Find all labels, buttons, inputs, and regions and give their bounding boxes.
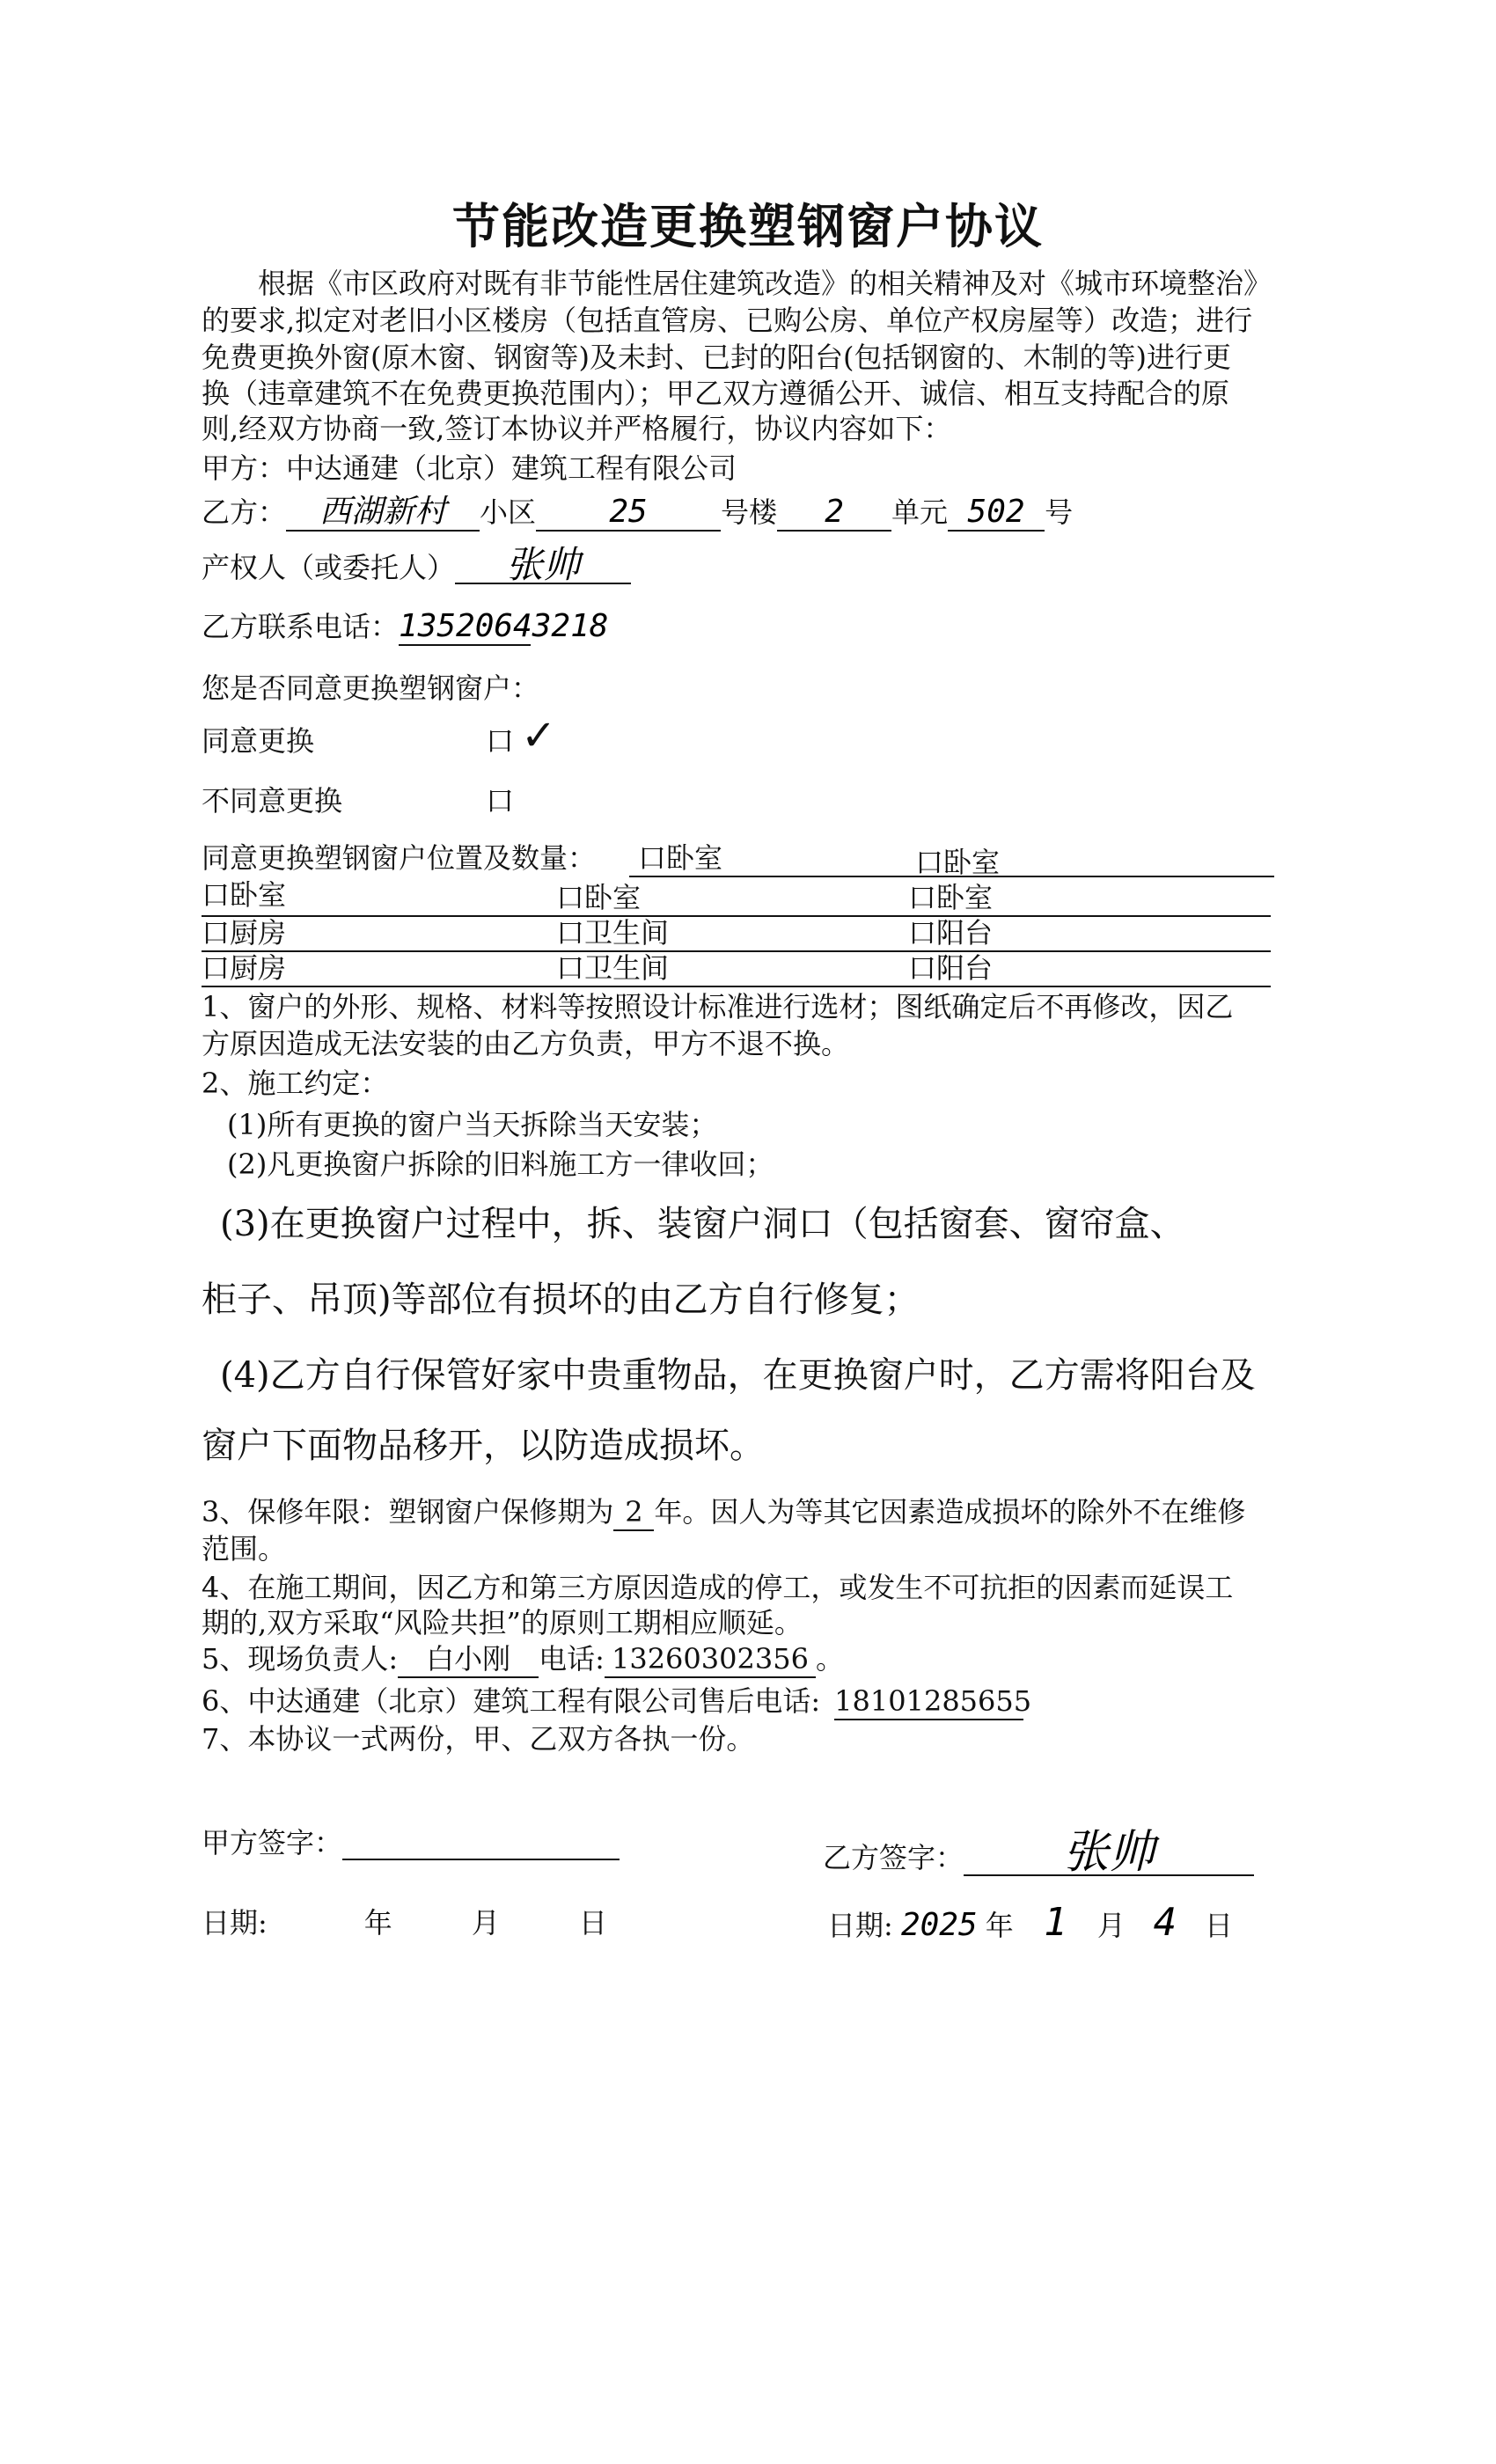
agree-label: 同意更换 — [202, 724, 315, 758]
location-option[interactable]: 口卧室 — [915, 846, 1001, 879]
divider — [629, 876, 1274, 877]
day-label: 日 — [1204, 1909, 1233, 1942]
location-option[interactable]: 口卫生间 — [556, 951, 670, 985]
building-field[interactable]: 25 — [536, 495, 721, 532]
party-b-signature-field[interactable]: 张帅 — [964, 1830, 1254, 1876]
community-field[interactable]: 西湖新村 — [286, 495, 480, 532]
clause-3 — [202, 1494, 1245, 1531]
site-manager-field[interactable]: 白小刚 — [398, 1641, 539, 1678]
after-sales-phone-field[interactable]: 18101285655 — [834, 1683, 1023, 1720]
clause-1: 1、窗户的外形、规格、材料等按照设计标准进行选材；图纸确定后不再修改，因乙 — [202, 990, 1234, 1023]
clause-2-3: (3)在更换窗户过程中，拆、装窗户洞口（包括窗套、窗帘盒、 — [220, 1204, 1185, 1244]
unit-suffix: 单元 — [891, 495, 949, 529]
intro-line: 根据《市区政府对既有非节能性居住建筑改造》的相关精神及对《城市环境整治》 — [202, 267, 1272, 300]
clause-4: 期的,双方采取“风险共担”的原则工期相应顺延。 — [202, 1606, 803, 1639]
party-b-label: 乙方： — [202, 495, 287, 529]
community-suffix: 小区 — [480, 495, 537, 529]
party-a-signature-field[interactable] — [342, 1829, 620, 1860]
after-sales-label: 6、中达通建（北京）建筑工程有限公司售后电话: — [202, 1684, 821, 1718]
intro-line: 的要求,拟定对老旧小区楼房（包括直管房、已购公房、单位产权房屋等）改造；进行 — [202, 304, 1253, 337]
clause-6 — [202, 1683, 1032, 1720]
month-label: 月 — [1096, 1909, 1126, 1942]
clause-2-2: (2)凡更换窗户拆除的旧料施工方一律收回； — [227, 1148, 774, 1181]
clause-7: 7、本协议一式两份，甲、乙双方各执一份。 — [202, 1722, 755, 1756]
owner-signature[interactable]: 张帅 — [455, 547, 631, 584]
site-manager-label: 5、现场负责人: — [202, 1642, 399, 1676]
disagree-label: 不同意更换 — [202, 784, 343, 818]
party-b-signature-label: 乙方签字： — [823, 1841, 964, 1874]
party-a-date — [202, 1905, 607, 1940]
room-suffix: 号 — [1045, 495, 1074, 529]
divider — [202, 950, 1271, 952]
clause-2-4: 窗户下面物品移开，以防造成损坏。 — [202, 1426, 765, 1466]
date-label: 日期: — [827, 1909, 893, 1942]
location-option[interactable]: 口卧室 — [638, 841, 723, 875]
party-b-signature — [823, 1826, 1254, 1879]
consent-question: 您是否同意更换塑钢窗户： — [202, 671, 540, 705]
intro-line: 免费更换外窗(原木窗、钢窗等)及未封、已封的阳台(包括钢窗的、木制的等)进行更 — [202, 341, 1231, 374]
date-day-field[interactable]: 4 — [1153, 1900, 1177, 1945]
unit-field[interactable]: 2 — [777, 495, 891, 532]
date-month-field[interactable]: 1 — [1044, 1900, 1067, 1945]
year-label: 年 — [985, 1909, 1014, 1942]
month-label: 月 — [471, 1906, 500, 1940]
divider — [202, 986, 1271, 987]
site-phone-field[interactable]: 13260302356 — [605, 1641, 816, 1678]
date-year-field[interactable]: 2025 — [900, 1907, 978, 1943]
room-field[interactable]: 502 — [948, 495, 1045, 532]
party-b-date — [827, 1900, 1233, 1945]
day-label: 日 — [578, 1906, 607, 1940]
owner-row — [202, 543, 631, 586]
party-a-signature-label: 甲方签字： — [202, 1826, 343, 1859]
building-suffix: 号楼 — [721, 495, 778, 529]
period: 。 — [815, 1642, 844, 1676]
page-title: 节能改造更换塑钢窗户协议 — [452, 199, 1044, 254]
agree-checkbox[interactable]: 口 — [486, 724, 515, 758]
intro-line: 则,经双方协商一致,签订本协议并严格履行，协议内容如下： — [202, 412, 952, 445]
phone-field[interactable]: 13520643218 — [399, 608, 609, 644]
clause-4: 4、在施工期间，因乙方和第三方原因造成的停工，或发生不可抗拒的因素而延误工 — [202, 1571, 1234, 1604]
intro-line: 换（违章建筑不在免费更换范围内）；甲乙双方遵循公开、诚信、相互支持配合的原 — [202, 377, 1230, 410]
clause-2: 2、施工约定： — [202, 1067, 389, 1100]
year-label: 年 — [363, 1906, 392, 1940]
phone-label: 乙方联系电话： — [202, 610, 400, 643]
location-option[interactable]: 口厨房 — [202, 916, 287, 950]
clause-2-3: 柜子、吊顶)等部位有损坏的由乙方自行修复； — [202, 1280, 920, 1320]
party-b-address — [202, 495, 1073, 532]
checkmark-icon: ✓ — [521, 711, 557, 760]
party-a — [202, 451, 737, 486]
disagree-checkbox[interactable]: 口 — [486, 784, 515, 818]
location-option[interactable]: 口卧室 — [202, 878, 287, 912]
phone-row — [202, 608, 609, 646]
clause-2-1: (1)所有更换的窗户当天拆除当天安装； — [227, 1108, 718, 1141]
party-a-label: 甲方： — [202, 451, 287, 485]
owner-label: 产权人（或委托人） — [202, 551, 456, 584]
location-option[interactable]: 口卧室 — [908, 881, 994, 914]
date-label: 日期: — [202, 1906, 268, 1940]
location-option[interactable]: 口厨房 — [202, 951, 287, 985]
location-option[interactable]: 口卫生间 — [556, 916, 670, 950]
clause-1: 方原因造成无法安装的由乙方负责，甲方不退不换。 — [202, 1027, 850, 1060]
location-option[interactable]: 口卧室 — [556, 881, 642, 914]
divider — [202, 915, 1271, 917]
location-label: 同意更换塑钢窗户位置及数量： — [202, 841, 597, 875]
site-phone-label: 电话: — [539, 1642, 605, 1676]
warranty-years-field[interactable]: 2 — [613, 1494, 654, 1531]
clause-2-4: (4)乙方自行保管好家中贵重物品，在更换窗户时，乙方需将阳台及 — [220, 1355, 1256, 1396]
location-option[interactable]: 口阳台 — [908, 951, 994, 985]
party-a-name: 中达通建（北京）建筑工程有限公司 — [286, 451, 737, 485]
clause-5 — [202, 1641, 844, 1678]
clause-3: 范围。 — [202, 1532, 287, 1566]
clause-3-text: 年。因人为等其它因素造成损坏的除外不在维修 — [654, 1495, 1246, 1529]
clause-3-text: 3、保修年限：塑钢窗户保修期为 — [202, 1495, 614, 1529]
party-a-signature — [202, 1825, 620, 1860]
location-option[interactable]: 口阳台 — [908, 916, 994, 950]
